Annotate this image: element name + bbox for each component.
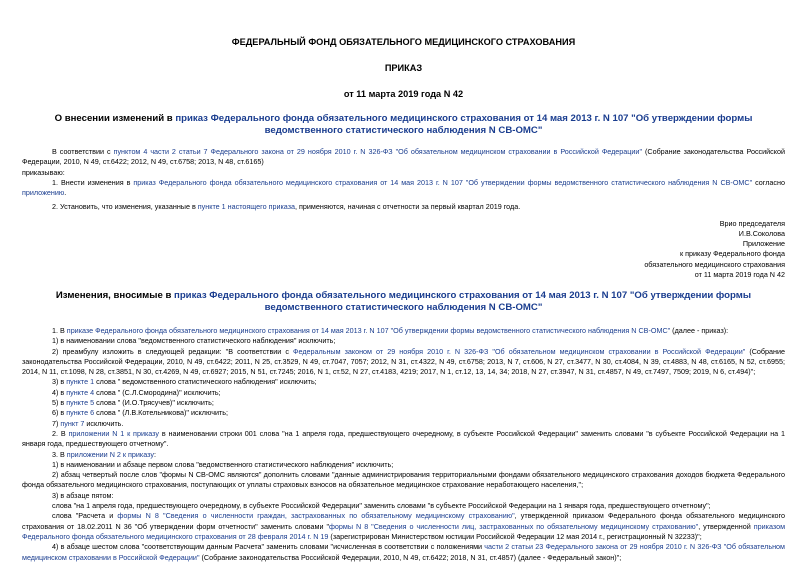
change-2-link[interactable]: приложении N 1 к приказу <box>68 428 159 438</box>
change-3-3: 3) в абзаце пятом: <box>52 490 114 500</box>
change-3-3-b: слова "Расчета и формы N 8 "Сведения о численности граждан, застрахованных по обязательному медицинскому страхованию", утвержденной приказом Федерального фонда обязательного медицинского страхования от 18.02.2011 N 36 "Об утверждении форм отчетности" заменить словами "формы N 8 "Сведения о численности лиц, застрахованных по обязательному медицинскому страхованию", утвержденной приказом Федерального фонда обязательного медицинского страхования от 28 февраля 2014 г. N 19 (зарегистрирован Министерством юстиции Российской Федерации 12 мая 2014 г., регистрационный N 32233)"; <box>22 511 786 541</box>
change-1-link[interactable]: приказе Федерального фонда обязательного медицинского страхования от 14 мая 2013 г. N 107 "Об утверждении формы ведомственного статистического наблюдения N СВ-ОМС" <box>66 326 671 335</box>
change-1-7: 7) пункт 7 исключить. <box>52 418 124 428</box>
changes-body <box>22 326 785 563</box>
change-3-3-b-link-1[interactable]: формы N 8 "Сведения о численности граждан, застрахованных по обязательному медицинскому страхованию" <box>117 511 515 521</box>
change-3-3-a: слова "на 1 апреля года, предшествующего очередному, в субъекте Российской Федерации" заменить словами "в субъекте Российской Федерации на 1 января года, предшествующего отчетному"; <box>52 501 711 511</box>
change-3-4: 4) в абзаце шестом слова "соответствующим данным Расчета" заменить словами "исчисленная в соответствии с положениями части 2 статьи 23 Федерального закона от 29 ноября 2010 г. N 326-ФЗ "Об обязательном медицинском страховании в Российской Федерации" (Собрание законодательства Российской Федерации, 2010, N 49, ст.6422; 2018, N 31, ст.4857) (далее - Федеральный закон)"; <box>22 542 785 562</box>
change-3-4-link[interactable]: части 2 статьи 23 Федерального закона от 29 ноября 2010 г. N 326-ФЗ "Об обязательном медицинском страховании в Российской Федерации" <box>22 542 785 562</box>
document-date: от 11 марта 2019 года N 42 <box>343 89 464 99</box>
change-3-3-b-link-3[interactable]: приказом Федерального фонда обязательного медицинского страхования от 28 февраля 2014 г. N 19 <box>22 521 786 541</box>
signature-block <box>22 219 785 280</box>
order-item-1-link[interactable]: приказ Федерального фонда обязательного медицинского страхования от 14 мая 2013 г. N 107 "Об утверждении формы ведомственного статистического наблюдения N СВ-ОМС" <box>133 177 753 187</box>
appendix-ref-3: от 11 марта 2019 года N 42 <box>694 269 785 279</box>
change-1-3-link[interactable]: пункте 1 <box>66 377 95 387</box>
change-1-6-link[interactable]: пункте 6 <box>66 408 95 418</box>
order-title: О внесении изменений в приказ Федерального фонда обязательного медицинского страхования от 14 мая 2013 г. N 107 "Об утверждении формы ведомственного статистического наблюдения N СВ-ОМС" <box>54 113 753 136</box>
change-1-1: 1) в наименовании слова "ведомственного статистического наблюдения" исключить; <box>52 336 336 346</box>
order-title-link[interactable]: приказ Федерального фонда обязательного медицинского страхования от 14 мая 2013 г. N 107 "Об утверждении формы ведомственного статистического наблюдения N СВ-ОМС" <box>175 113 753 136</box>
change-1-5-link[interactable]: пункте 5 <box>66 398 95 408</box>
preamble: В соответствии с пунктом 4 части 2 статьи 7 Федерального закона от 29 ноября 2010 г. N 326-ФЗ "Об обязательном медицинском страховании в Российской Федерации" (Собрание законодательства Российской Федерации, 2010, N 49, ст.6422; 2012, N 49, ст.6758; 2013, N 48, ст.6165) <box>22 147 786 167</box>
change-3-2: 2) абзац четвертый после слов "формы N СВ-ОМС являются" дополнить словами "данные администрирования территориальными фондами обязательного медицинского страхования доходов бюджета Федерального фонда обязательного медицинского страхования, поступающих от уплаты страховых взносов на обязательное медицинское страхование неработающего населения,"; <box>22 470 785 490</box>
order-item-1: 1. Внести изменения в приказ Федерального фонда обязательного медицинского страхования от 14 мая 2013 г. N 107 "Об утверждении формы ведомственного статистического наблюдения N СВ-ОМС" согласно приложению. <box>22 177 785 198</box>
change-1-4: 4) в пункте 4 слова " (С.Л.Смородина)" исключить; <box>52 387 221 397</box>
organization-name: ФЕДЕРАЛЬНЫЙ ФОНД ОБЯЗАТЕЛЬНОГО МЕДИЦИНСКОГО СТРАХОВАНИЯ <box>231 37 576 47</box>
order-body <box>22 147 785 213</box>
order-item-2: 2. Установить, что изменения, указанные в пункте 1 настоящего приказа, применяются, начиная с отчетности за первый квартал 2019 года. <box>52 202 521 212</box>
signer-name: И.В.Соколова <box>738 228 785 238</box>
preamble-order-word: приказываю: <box>22 167 65 177</box>
change-1-6: 6) в пункте 6 слова " (Л.В.Котельникова)" исключить; <box>52 408 229 418</box>
signer-position: Врио председателя <box>719 218 785 228</box>
change-3-3-b-link-2[interactable]: формы N 8 "Сведения о численности лиц, застрахованных по обязательному медицинскому страхованию" <box>329 521 699 531</box>
change-1-5: 5) в пункте 5 слова " (И.О.Трясучев)" исключить; <box>52 398 214 408</box>
appendix-ref-2: обязательного медицинского страхования <box>644 259 785 269</box>
change-1-2-link[interactable]: Федеральным законом от 29 ноября 2010 г. N 326-ФЗ "Об обязательном медицинском страховании в Российской Федерации" <box>293 346 746 356</box>
change-3-link[interactable]: приложении N 2 к приказу <box>66 449 154 459</box>
change-1: 1. В приказе Федерального фонда обязательного медицинского страхования от 14 мая 2013 г. N 107 "Об утверждении формы ведомственного статистического наблюдения N СВ-ОМС" (далее - приказ): <box>52 326 729 335</box>
change-1-2: 2) преамбулу изложить в следующей редакции: "В соответствии с Федеральным законом от 29 ноября 2010 г. N 326-ФЗ "Об обязательном медицинском страховании в Российской Федерации" (Собрание законодательства Российской Федерации, 2010, N 49, ст.6422; 2011, N 25, ст.3529, N 49, ст.7047, 7057; 2012, N 31, ст.4322, N 49, ст.6758; 2013, N 7, ст.606, N 27, ст.3477, N 30, ст.4084, N 39, ст.4883, N 48, ст.6165, N 52, ст.6955; 2014, N 11, ст.1098, N 28, ст.3851, N 30, ст.4269, N 49, ст.6927; 2015, N 51, ст.7245; 2016, N 1, ст.52, N 27, ст.4183, 4219; 2017, N 1, ст.12, 13, 14, 34; 2018, N 27, ст.3947, N 31, ст.4857, N 49, ст.7497, 7509; 2019, N 6, ст.494)"; <box>22 346 785 377</box>
appendix-title-link[interactable]: приказ Федерального фонда обязательного медицинского страхования от 14 мая 2013 г. N 107 "Об утверждении формы ведомственного статистического наблюдения N СВ-ОМС" <box>174 290 752 313</box>
change-3-1: 1) в наименовании и абзаце первом слова "ведомственного статистического наблюдения" исключить; <box>52 459 394 469</box>
order-item-2-link[interactable]: пункте 1 настоящего приказа <box>197 202 296 212</box>
appendix-ref-1: к приказу Федерального фонда <box>680 249 785 259</box>
appendix-title: Изменения, вносимые в приказ Федерального фонда обязательного медицинского страхования от 14 мая 2013 г. N 107 "Об утверждении формы ведомственного статистического наблюдения N СВ-ОМС" <box>55 290 752 313</box>
change-3: 3. В приложении N 2 к приказу: <box>52 449 156 459</box>
appendix-label: Приложение <box>742 239 785 249</box>
change-2: 2. В приложении N 1 к приказу в наименовании строки 001 слова "на 1 апреля года, предшествующего очередному, в субъекте Российской Федерации" заменить словами "в субъекте Российской Федерации на 1 января года, предшествующего отчетному". <box>22 428 785 449</box>
preamble-law-link[interactable]: пунктом 4 части 2 статьи 7 Федерального закона от 29 ноября 2010 г. N 326-ФЗ "Об обязательном медицинском страховании в Российской Федерации" <box>113 147 643 156</box>
change-1-7-link[interactable]: пункт 7 <box>60 418 85 428</box>
change-1-3: 3) в пункте 1 слова " ведомственного статистического наблюдения" исключить; <box>52 377 317 387</box>
document-type: ПРИКАЗ <box>384 63 423 73</box>
change-1-4-link[interactable]: пункте 4 <box>66 387 95 397</box>
appendix-link[interactable]: приложению <box>22 188 65 198</box>
